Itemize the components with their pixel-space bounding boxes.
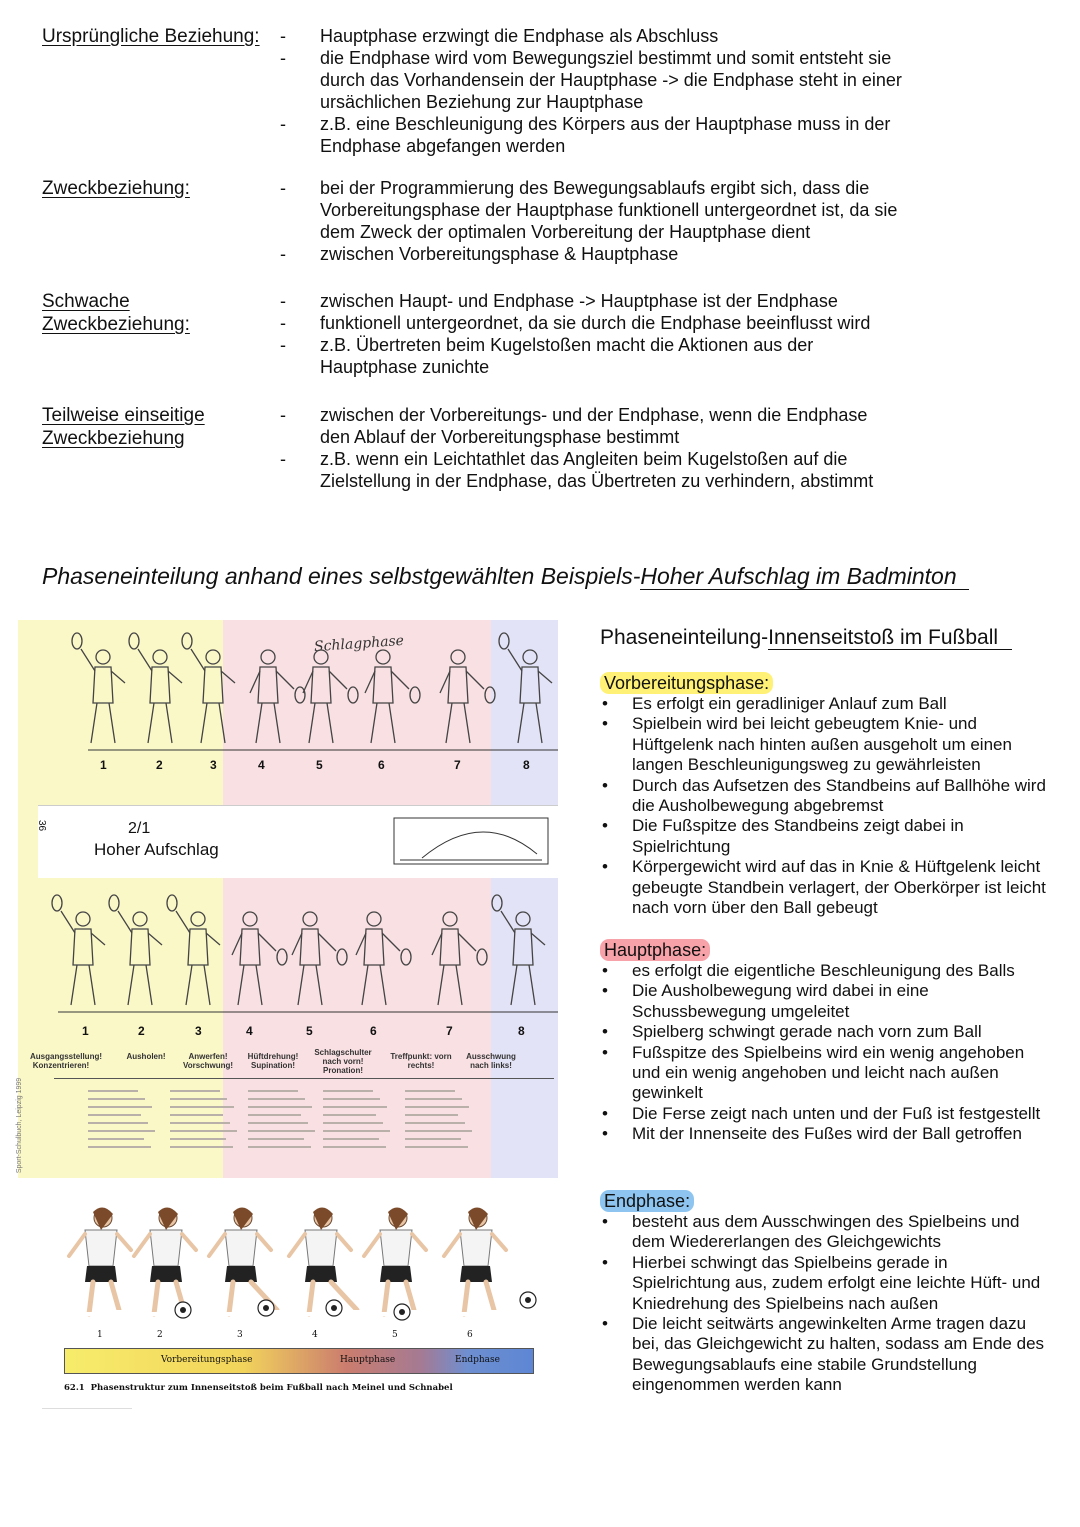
bottom-sequence-number: 1 (82, 1024, 89, 1038)
movement-cue: Ausschwung nach links! (466, 1052, 516, 1070)
phase-bullet: • Es erfolgt ein geradliniger Anlauf zum Ball (600, 694, 1050, 714)
movement-cue: Treffpunkt: vorn rechts! (390, 1052, 452, 1070)
phase-bullet: • Fußspitze des Spielbeins wird ein wenig angehoben und ein wenig angehoben und leicht nach außen gewinkelt (600, 1043, 1050, 1104)
relation-text-line: den Ablauf der Vorbereitungsphase bestimmt (320, 427, 680, 447)
relation-text-line: z.B. wenn ein Leichtathlet das Angleiten beim Kugelstoßen auf die (320, 449, 848, 469)
badminton-player-bottom-5 (292, 912, 347, 1005)
phase-block (600, 1190, 1050, 1396)
section-heading-prefix: Phaseneinteilung anhand eines selbstgewählten Beispiels- (42, 563, 641, 589)
dash-marker: - (280, 313, 286, 333)
phase-label: Vorbereitungsphase: (600, 672, 773, 694)
badminton-player-top-2 (129, 633, 182, 743)
badminton-player-bottom-2 (109, 895, 162, 1005)
badminton-player-bottom-4 (232, 912, 287, 1005)
movement-cue: Hüftdrehung! Supination! (247, 1052, 299, 1070)
section-heading (42, 562, 969, 590)
bottom-sequence-number: 7 (446, 1024, 453, 1038)
dash-marker: - (280, 114, 286, 134)
football-sequence-number: 2 (157, 1330, 163, 1340)
top-sequence-number: 2 (156, 758, 163, 772)
relation-text-line: Zielstellung in der Endphase, das Übertreten zu verhindern, abstimmt (320, 471, 874, 491)
football-player-1 (69, 1207, 131, 1314)
dash-marker: - (280, 291, 286, 311)
phase-bullet: • Die Ferse zeigt nach unten und der Fuß ist festgestellt (600, 1104, 1050, 1124)
football-player-5 (364, 1207, 426, 1314)
trajectory-diagram (392, 814, 552, 872)
badminton-player-top-6 (365, 650, 420, 743)
relation-label: Ursprüngliche Beziehung: (42, 26, 260, 47)
dash-marker: - (280, 178, 286, 198)
handwritten-note: Schlagphase (313, 632, 405, 656)
relation-text-line: bei der Programmierung des Bewegungsablaufs ergibt sich, dass die (320, 178, 870, 198)
badminton-player-top-7 (440, 650, 495, 743)
phase-bullet: • Hierbei schwingt das Spielbeins gerade in Spielrichtung aus, zudem erfolgt eine leichte Hüft- und Kniedrehung des Spielbeins nach außen (600, 1253, 1050, 1314)
badminton-player-bottom-1 (52, 895, 105, 1005)
football-sequence-number: 5 (392, 1330, 398, 1340)
bar-label-prep: Vorbereitungsphase (161, 1355, 253, 1365)
football-player-4 (289, 1207, 365, 1314)
relation-text-line: z.B. Übertreten beim Kugelstoßen macht die Aktionen aus der (320, 335, 814, 355)
badminton-player-top-8 (499, 633, 552, 743)
phase-bullet-list (600, 694, 1050, 918)
phase-bullet: • Mit der Innenseite des Fußes wird der Ball getroffen (600, 1124, 1050, 1144)
phase-bullet: • Durch das Aufsetzen des Standbeins auf Ballhöhe wird die Ausholbewegung abgebremst (600, 776, 1050, 817)
bar-label-end: Endphase (455, 1355, 500, 1365)
dash-marker: - (280, 335, 286, 355)
badminton-player-top-5 (303, 650, 358, 743)
top-sequence-number: 7 (454, 758, 461, 772)
relation-text-line: ursächlichen Beziehung zur Hauptphase (320, 92, 644, 112)
bar-label-main: Hauptphase (340, 1355, 396, 1365)
relation-text-line: z.B. eine Beschleunigung des Körpers aus der Hauptphase muss in der (320, 114, 891, 134)
phase-bullet: • Spielbein wird bei leicht gebeugtem Knie- und Hüftgelenk nach hinten außen ausgeholt um einen langen Beschleunigungsweg zu gewährleisten (600, 714, 1050, 775)
phase-bullet: • Die leicht seitwärts angewinkelten Arme tragen dazu bei, das Gleichgewicht zu halten, sodass am Ende des Bewegungsablaufs eine stabile Grundstellung eingenommen werden kann (600, 1314, 1050, 1396)
bottom-sequence-number: 8 (518, 1024, 525, 1038)
box-title: Hoher Aufschlag (94, 840, 219, 859)
bottom-sequence-number: 6 (370, 1024, 377, 1038)
badminton-player-top-1 (72, 633, 125, 743)
football-figure (42, 1190, 542, 1410)
phase-bullet: • Die Fußspitze des Standbeins zeigt dabei in Spielrichtung (600, 816, 1050, 857)
top-sequence-number: 1 (100, 758, 107, 772)
relation-text-line: Endphase abgefangen werden (320, 136, 566, 156)
badminton-player-top-3 (182, 633, 235, 743)
badminton-player-bottom-6 (356, 912, 411, 1005)
dash-marker: - (280, 48, 286, 68)
phase-bullet: • Die Ausholbewegung wird dabei in eine Schussbewegung umgeleitet (600, 981, 1050, 1022)
phase-label: Endphase: (600, 1190, 694, 1212)
badminton-figure (18, 620, 558, 1178)
section-heading-topic: Hoher Aufschlag im Badminton (640, 563, 968, 590)
relation-text-line: zwischen der Vorbereitungs- und der Endphase, wenn die Endphase (320, 405, 868, 425)
movement-cue: Ausholen! (126, 1052, 166, 1061)
phase-bullet: • besteht aus dem Ausschwingen des Spielbeins und dem Wiedererlangen des Gleichgewichts (600, 1212, 1050, 1253)
dash-marker: - (280, 449, 286, 469)
relation-text-line: funktionell untergeordnet, da sie durch die Endphase beeinflusst wird (320, 313, 871, 333)
relation-text-line: Hauptphase zunichte (320, 357, 490, 377)
bottom-sequence-number: 5 (306, 1024, 313, 1038)
right-heading: Phaseneinteilung-Innenseitstoß im Fußball (600, 625, 1012, 651)
top-sequence-number: 3 (210, 758, 217, 772)
football-player-2 (134, 1207, 196, 1314)
relation-label: Zweckbeziehung (42, 428, 185, 449)
football-player-6 (444, 1207, 506, 1314)
football-sequence-number: 1 (97, 1330, 103, 1340)
top-sequence-number: 6 (378, 758, 385, 772)
football-sequence-number: 3 (237, 1330, 243, 1340)
badminton-player-bottom-8 (492, 895, 545, 1005)
relation-label: Zweckbeziehung: (42, 314, 190, 335)
badminton-player-top-4 (250, 650, 305, 743)
relation-text-line: dem Zweck der optimalen Vorbereitung der Hauptphase dient (320, 222, 811, 242)
relation-text-line: zwischen Vorbereitungsphase & Hauptphase (320, 244, 679, 264)
relation-text-line: Vorbereitungsphase der Hauptphase funktionell untergeordnet ist, da sie (320, 200, 898, 220)
phase-block (600, 939, 1050, 1145)
right-heading-topic: Innenseitstoß im Fußball (768, 626, 1012, 650)
bottom-sequence-number: 3 (195, 1024, 202, 1038)
dash-marker: - (280, 405, 286, 425)
football-player-3 (209, 1207, 285, 1314)
football-sequence (42, 1190, 542, 1325)
figure-caption: 62.1 Phasenstruktur zum Innenseitstoß beim Fußball nach Meinel und Schnabel (64, 1383, 453, 1393)
badminton-player-bottom-7 (432, 912, 487, 1005)
phase-bullet-list (600, 1212, 1050, 1396)
movement-cue: Ausgangsstellung! Konzentrieren! (30, 1052, 103, 1070)
football-sequence-number: 4 (312, 1330, 318, 1340)
phase-bullet-list (600, 961, 1050, 1145)
top-sequence-number: 5 (316, 758, 323, 772)
page-number: 36 (36, 819, 48, 832)
top-sequence-number: 8 (523, 758, 530, 772)
relation-label: Schwache (42, 291, 130, 312)
relation-label: Teilweise einseitige (42, 405, 205, 426)
box-number: 2/1 (128, 820, 151, 837)
phase-label: Hauptphase: (600, 939, 710, 961)
phase-bullet: • Körpergewicht wird auf das in Knie & Hüftgelenk leicht gebeugte Standbein verlagert, der Oberkörper ist leicht nach vorn über den Ball gebeugt (600, 857, 1050, 918)
phase-block (600, 672, 1050, 918)
relation-text-line: die Endphase wird vom Bewegungsziel bestimmt und somit entsteht sie (320, 48, 892, 68)
phase-bar (64, 1348, 534, 1374)
movement-cue: Schlagschulter nach vorn! Pronation! (314, 1048, 372, 1075)
badminton-sequence-bottom (18, 882, 558, 1022)
football-sequence-number: 6 (467, 1330, 473, 1340)
relation-text-line: Hauptphase erzwingt die Endphase als Abschluss (320, 26, 719, 46)
bottom-sequence-number: 2 (138, 1024, 145, 1038)
side-credit: Sport-Schulbuch, Leipzig 1999 (16, 1077, 24, 1174)
badminton-sequence-top (18, 620, 558, 780)
relation-text-line: zwischen Haupt- und Endphase -> Hauptphase ist der Endphase (320, 291, 838, 311)
movement-cue: Anwerfen! Vorschwung! (182, 1052, 234, 1070)
phase-bullet: • es erfolgt die eigentliche Beschleunigung des Balls (600, 961, 1050, 981)
top-sequence-number: 4 (258, 758, 265, 772)
phase-bullet: • Spielberg schwingt gerade nach vorn zum Ball (600, 1022, 1050, 1042)
relation-label: Zweckbeziehung: (42, 178, 190, 199)
dash-marker: - (280, 244, 286, 264)
badminton-player-bottom-3 (167, 895, 220, 1005)
bottom-sequence-number: 4 (246, 1024, 253, 1038)
relation-text-line: durch das Vorhandensein der Hauptphase -> die Endphase steht in einer (320, 70, 902, 90)
dash-marker: - (280, 26, 286, 46)
hoher-aufschlag-box (38, 805, 558, 878)
